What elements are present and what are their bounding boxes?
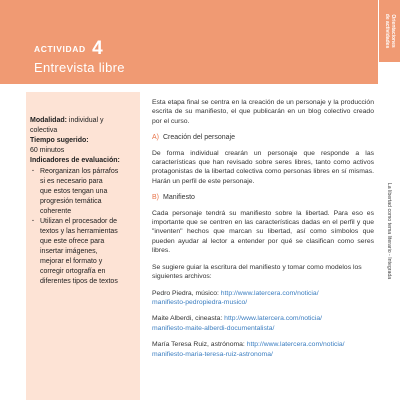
suggest-paragraph: Se sugiere guiar la escritura del manifiesto y tomar como modelos los siguientes archivos: — [152, 263, 362, 281]
section-a-title: Creación del personaje — [163, 134, 235, 142]
sidebar-content — [26, 116, 140, 287]
reference-link[interactable]: manifiesto-maite-alberdi-documentalista/ — [152, 324, 275, 332]
reference-item — [152, 314, 374, 333]
intro-paragraph: Esta etapa final se centra en la creación de un personaje y la producción escrita de su manifiesto, el que publicarán en un blog colectivo creado por el curso. — [152, 99, 374, 125]
section-a-heading — [152, 133, 374, 142]
section-b-heading — [152, 193, 374, 202]
book-title: La libertad como tema literario - Integrada — [386, 182, 392, 280]
reference-name: María Teresa Ruiz, astrónoma: — [152, 341, 245, 349]
tiempo-label: Tiempo sugerido: — [30, 137, 89, 144]
section-b-title: Manifiesto — [163, 194, 195, 202]
reference-item — [152, 340, 374, 359]
reference-link[interactable]: http://www.latercera.com/noticia/ — [224, 315, 323, 323]
reference-item — [152, 289, 374, 308]
section-b-letter: B) — [152, 194, 159, 202]
modalidad-value: individual y — [68, 117, 104, 124]
reference-name: Maite Alberdi, cineasta: — [152, 315, 223, 323]
reference-link[interactable]: manifiesto-maria-teresa-ruiz-astronoma/ — [152, 350, 273, 358]
tiempo-value: 60 minutos — [30, 147, 65, 154]
activity-label-line — [34, 36, 103, 58]
section-b-paragraph: Cada personaje tendrá su manifiesto sobre la libertad. Para eso es importante que se centren en las características dadas en el perfil y que "inventen" hechos que marcan su libertad, así como símbolos que pueden ayudar al lector a entender por qué se clasifican como seres libres. — [152, 209, 374, 255]
modalidad-value-2: colectiva — [30, 127, 58, 134]
indicadores-label: Indicadores de evaluación: — [30, 157, 120, 164]
modalidad-line — [30, 116, 138, 126]
section-tab — [378, 0, 400, 62]
list-item: · Reorganizan los párrafos si es necesario para que estos tengan una progresión temática coherente — [30, 167, 138, 217]
page-title: Entrevista libre — [34, 60, 125, 75]
activity-number: 4 — [92, 38, 103, 59]
reference-name: Pedro Piedra, músico: — [152, 289, 219, 297]
reference-link[interactable]: manifiesto-pedropiedra-musico/ — [152, 298, 248, 306]
section-a-paragraph: De forma individual crearán un personaje que responde a las características que han revisado sobre seres libres, tanto como activos protagonistas de la libertad colectiva como personas libres en sí mismas. Harán un perfil de este personaje. — [152, 149, 374, 185]
book-title-strip — [378, 62, 400, 400]
reference-link[interactable]: http://www.latercera.com/noticia/ — [246, 341, 345, 349]
modalidad-label: Modalidad: — [30, 117, 67, 124]
section-a-letter: A) — [152, 134, 159, 142]
list-item: · Utilizan el procesador de textos y las herramientas que este ofrece para insertar imágenes, mejorar el formato y corregir ortografía en diferentes tipos de textos — [30, 217, 138, 287]
main-text — [152, 98, 374, 366]
activity-label: ACTIVIDAD — [34, 44, 86, 54]
section-tab-label: Orientaciones de actividades — [383, 13, 396, 49]
reference-link[interactable]: http://www.latercera.com/noticia/ — [220, 289, 319, 297]
indicadores-list — [30, 167, 138, 287]
